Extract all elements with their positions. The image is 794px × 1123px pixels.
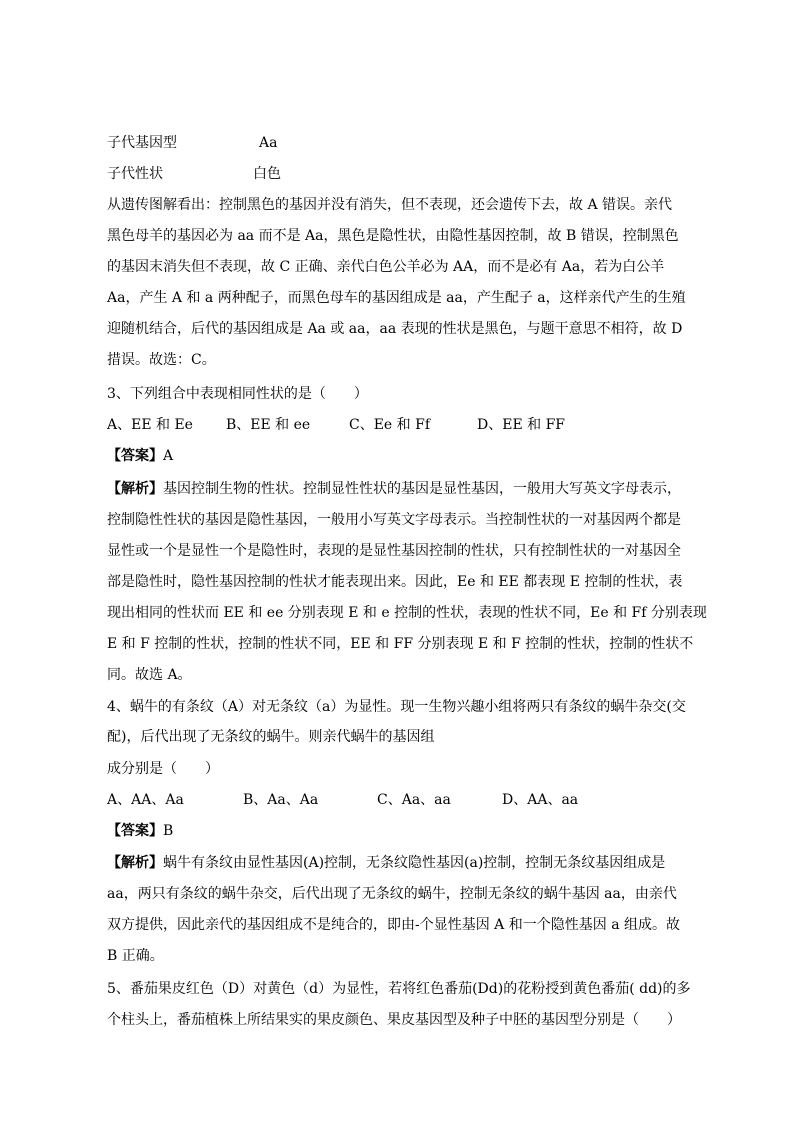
q3-analysis-line: 同。故选 A。 bbox=[107, 667, 192, 683]
q4-question-line: 配)，后代出现了无条纹的蜗牛。则亲代蜗牛的基因组 bbox=[107, 729, 435, 745]
analysis-tag: 【解析】 bbox=[107, 481, 163, 497]
answer-value: A bbox=[163, 448, 174, 464]
answer-value: B bbox=[163, 823, 174, 839]
q3-analysis-line: 控制隐性性状的基因是隐性基因，一般用小写英文字母表示。当控制性状的一对基因两个都是 bbox=[107, 512, 681, 528]
q2-analysis-line: 的基因末消失但不表现，故 C 正确、亲代白色公羊必为 AA，而不是必有 Aa，若为白公羊 bbox=[107, 259, 665, 275]
table-row-trait-label: 子代性状 bbox=[107, 166, 163, 182]
q3-answer bbox=[107, 446, 173, 466]
q4-option-b: B、Aa、Aa bbox=[243, 792, 319, 808]
q4-analysis-line: B 正确。 bbox=[107, 948, 164, 964]
q3-analysis-line: 现出相同的性状而 EE 和 ee 分别表现 E 和 e 控制的性状，表现的性状不同，Ee 和 Ff 分别表现 bbox=[107, 605, 707, 621]
q4-analysis-line: 双方提供，因此亲代的基因组成不是纯合的，即由-个显性基因 A 和一个隐性基因 a 组成。故 bbox=[107, 917, 680, 933]
q4-option-c: C、Aa、aa bbox=[377, 792, 451, 808]
answer-tag: 【答案】 bbox=[107, 823, 163, 839]
table-row-genotype-value: Aa bbox=[259, 135, 278, 151]
q4-option-a: A、AA、Aa bbox=[107, 792, 184, 808]
q3-analysis-line: 部是隐性时，隐性基因控制的性状才能表现出来。因此，Ee 和 EE 都表现 E 控制的性状，表 bbox=[107, 574, 683, 590]
q2-analysis-line: 措误。故选：C。 bbox=[107, 352, 216, 368]
q3-analysis-line bbox=[107, 479, 681, 499]
q3-analysis-line: E 和 F 控制的性状，控制的性状不同，EE 和 FF 分别表现 E 和 F 控制的性状，控制的性状不 bbox=[107, 636, 694, 652]
q4-question-line: 4、蜗牛的有条纹（A）对无条纹（a）为显性。现一生物兴趣小组将两只有条纹的蜗牛杂交(交 bbox=[107, 699, 686, 715]
q2-analysis-line: 黑色母羊的基因必为 aa 而不是 Aa，黑色是隐性状，由隐性基因控制，故 B 错误，控制黑色 bbox=[107, 228, 679, 244]
q3-option-c: C、Ee 和 Ff bbox=[349, 417, 431, 433]
q3-analysis-line: 显性或一个是显性一个是隐性时，表现的是显性基因控制的性状，只有控制性状的一对基因全 bbox=[107, 543, 681, 559]
answer-tag: 【答案】 bbox=[107, 448, 163, 464]
q4-analysis-line bbox=[107, 853, 666, 873]
analysis-tag: 【解析】 bbox=[107, 855, 163, 871]
analysis-text: 基因控制生物的性状。控制显性性状的基因是显性基因，一般用大写英文字母表示， bbox=[163, 481, 681, 497]
q3-question: 3、下列组合中表现相同性状的是（ ） bbox=[107, 386, 368, 402]
q3-option-b: B、EE 和 ee bbox=[226, 417, 311, 433]
q2-analysis-line: 从遗传图解看出：控制黑色的基因并没有消失，但不表现，还会遗传下去，故 A 错误。亲代 bbox=[107, 197, 673, 213]
q2-analysis-line: 迎随机结合，后代的基因组成是 Aa 或 aa，aa 表现的性状是黑色，与题干意思不相符，故 D bbox=[107, 321, 683, 337]
analysis-text: 蜗牛有条纹由显性基因(A)控制，无条纹隐性基因(a)控制，控制无条纹基因组成是 bbox=[163, 855, 666, 871]
table-row-trait-value: 白色 bbox=[253, 166, 281, 182]
q4-analysis-line: aa，两只有条纹的蜗牛杂交，后代出现了无条纹的蜗牛，控制无条纹的蜗牛基因 aa，由亲代 bbox=[107, 886, 677, 902]
q4-option-d: D、AA、aa bbox=[502, 792, 579, 808]
q4-question-line: 成分别是（ ） bbox=[107, 761, 219, 777]
q3-option-d: D、EE 和 FF bbox=[477, 417, 565, 433]
q5-question-line: 个柱头上，番茄植株上所结果实的果皮颜色、果皮基因型及种子中胚的基因型分别是（ ） bbox=[107, 1012, 681, 1028]
q4-answer bbox=[107, 821, 173, 841]
table-row-genotype-label: 子代基因型 bbox=[107, 135, 177, 151]
q2-analysis-line: Aa，产生 A 和 a 两种配子，而黑色母车的基因组成是 aa，产生配子 a，这样亲代产生的生殖 bbox=[107, 290, 686, 306]
q5-question-line: 5、番茄果皮红色（D）对黄色（d）为显性，若将红色番茄(Dd)的花粉授到黄色番茄( dd)的多 bbox=[107, 981, 691, 997]
q3-option-a: A、EE 和 Ee bbox=[107, 417, 193, 433]
